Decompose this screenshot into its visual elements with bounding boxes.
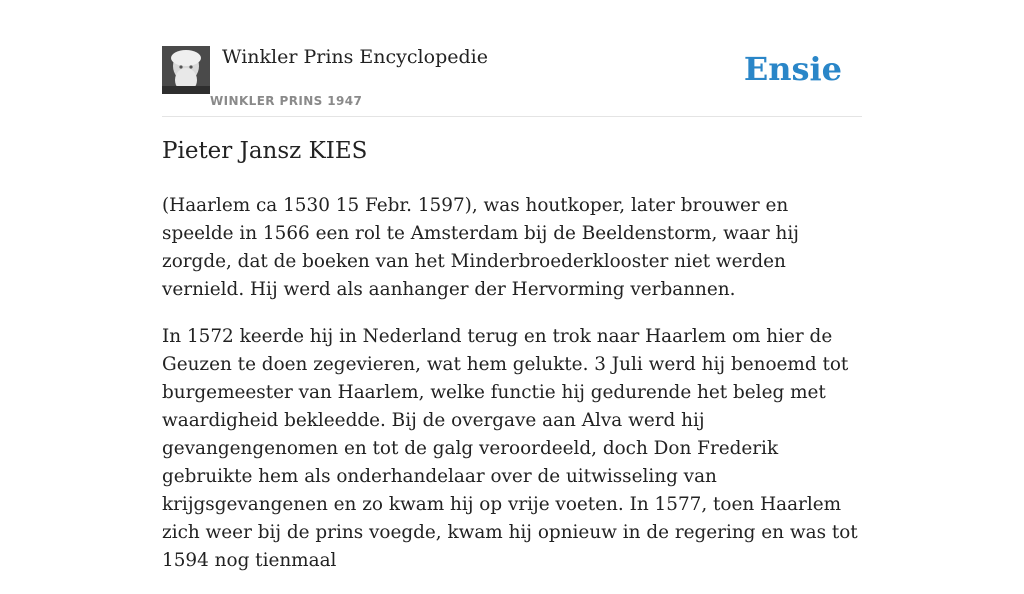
article-paragraph: In 1572 keerde hij in Nederland terug en trok naar Haarlem om hier de Geuzen te doen zegevieren, wat hem gelukte. 3 Juli werd hij benoemd tot burgemeester van Haarlem, welke functie hij gedurende het beleg met waardigheid bekleedde. Bij de overgave aan Alva werd hij gevangengenomen en tot de galg veroordeeld, doch Don Frederik gebruikte hem als onderhandelaar over de uitwisseling van krijgsgevangenen en zo kwam hij op vrije voeten. In 1577, toen Haarlem zich weer bij de prins voegde, kwam hij opnieuw in de regering en was tot 1594 nog tienmaal (162, 326, 858, 571)
article-title: Pieter Jansz KIES (162, 138, 368, 164)
article-paragraph: (Haarlem ca 1530 15 Febr. 1597), was houtkoper, later brouwer en speelde in 1566 een rol te Amsterdam bij de Beeldenstorm, waar hij zorgde, dat de boeken van het Minderbroederklooster niet werden vernield. Hij werd als aanhanger der Hervorming verbannen. (162, 195, 799, 300)
source-subtitle[interactable]: WINKLER PRINS 1947 (210, 94, 363, 108)
source-header (162, 46, 862, 117)
portrait-avatar-icon[interactable] (162, 46, 210, 94)
brand-logo[interactable]: Ensie (743, 50, 842, 88)
article-body (162, 192, 862, 594)
source-title[interactable]: Winkler Prins Encyclopedie (222, 46, 488, 68)
